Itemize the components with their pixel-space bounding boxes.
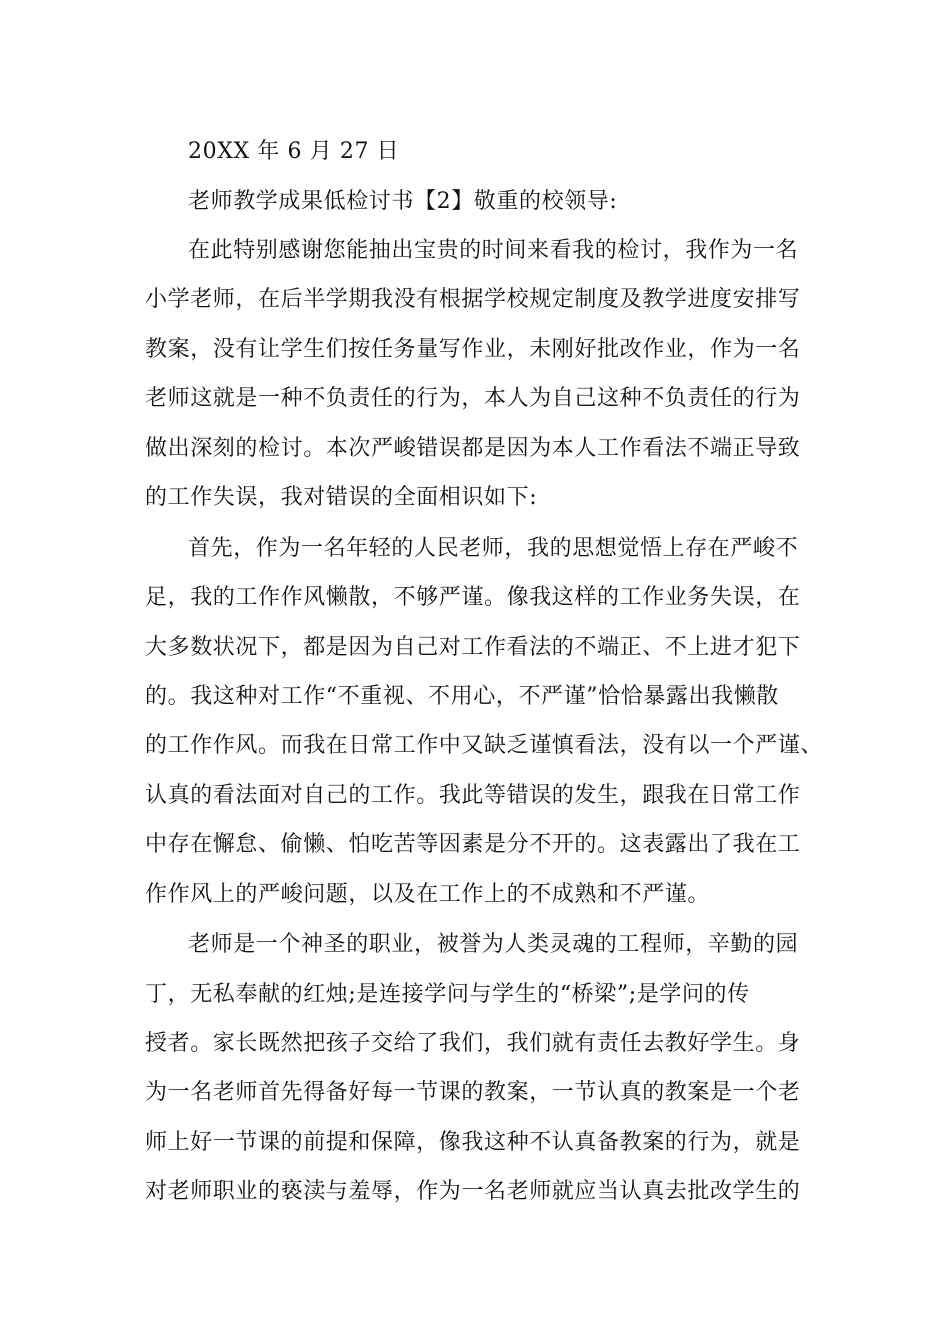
paragraph-3-line-3: 授者。家长既然把孩子交给了我们，我们就有责任去教好学生。身	[145, 1031, 801, 1056]
heading-line: 老师教学成果低检讨书【2】敬重的校领导:	[188, 189, 618, 214]
paragraph-2-line-4: 的。我这种对工作“不重视、不用心，不严谨”恰恰暴露出我懒散	[145, 684, 779, 709]
paragraph-3-line-2: 丁，无私奉献的红烛;是连接学问与学生的“桥梁”;是学问的传	[145, 982, 750, 1007]
paragraph-2-line-8: 作作风上的严峻问题，以及在工作上的不成熟和不严谨。	[145, 882, 711, 907]
paragraph-1-line-3: 教案，没有让学生们按任务量写作业，未刚好批改作业，作为一名	[145, 337, 801, 362]
paragraph-1-line-2: 小学老师，在后半学期我没有根据学校规定制度及教学进度安排写	[145, 287, 801, 312]
paragraph-2-line-5: 的工作作风。而我在日常工作中又缺乏谨慎看法，没有以一个严谨、	[145, 733, 824, 758]
date-line: 20XX 年 6 月 27 日	[188, 139, 400, 164]
paragraph-3-line-6: 对老师职业的亵渎与羞辱，作为一名老师就应当认真去批改学生的	[145, 1179, 801, 1204]
paragraph-2-line-1: 首先，作为一名年轻的人民老师，我的思想觉悟上存在严峻不	[188, 536, 799, 561]
paragraph-2-line-3: 大多数状况下，都是因为自己对工作看法的不端正、不上进才犯下	[145, 635, 801, 660]
paragraph-1-line-4: 老师这就是一种不负责任的行为，本人为自己这种不负责任的行为	[145, 386, 801, 411]
paragraph-2-line-6: 认真的看法面对自己的工作。我此等错误的发生，跟我在日常工作	[145, 783, 801, 808]
paragraph-3-line-5: 师上好一节课的前提和保障，像我这种不认真备教案的行为，就是	[145, 1130, 801, 1155]
paragraph-3-line-4: 为一名老师首先得备好每一节课的教案，一节认真的教案是一个老	[145, 1080, 801, 1105]
paragraph-2-line-2: 足，我的工作作风懒散，不够严谨。像我这样的工作业务失误，在	[145, 585, 801, 610]
paragraph-3-line-1: 老师是一个神圣的职业，被誉为人类灵魂的工程师，辛勤的园	[188, 932, 799, 957]
paragraph-2-line-7: 中存在懈怠、偷懒、怕吃苦等因素是分不开的。这表露出了我在工	[145, 832, 801, 857]
paragraph-1-line-1: 在此特别感谢您能抽出宝贵的时间来看我的检讨，我作为一名	[188, 238, 799, 263]
paragraph-1-line-5: 做出深刻的检讨。本次严峻错误都是因为本人工作看法不端正导致	[145, 436, 801, 461]
paragraph-1-line-6: 的工作失误，我对错误的全面相识如下:	[145, 485, 538, 510]
